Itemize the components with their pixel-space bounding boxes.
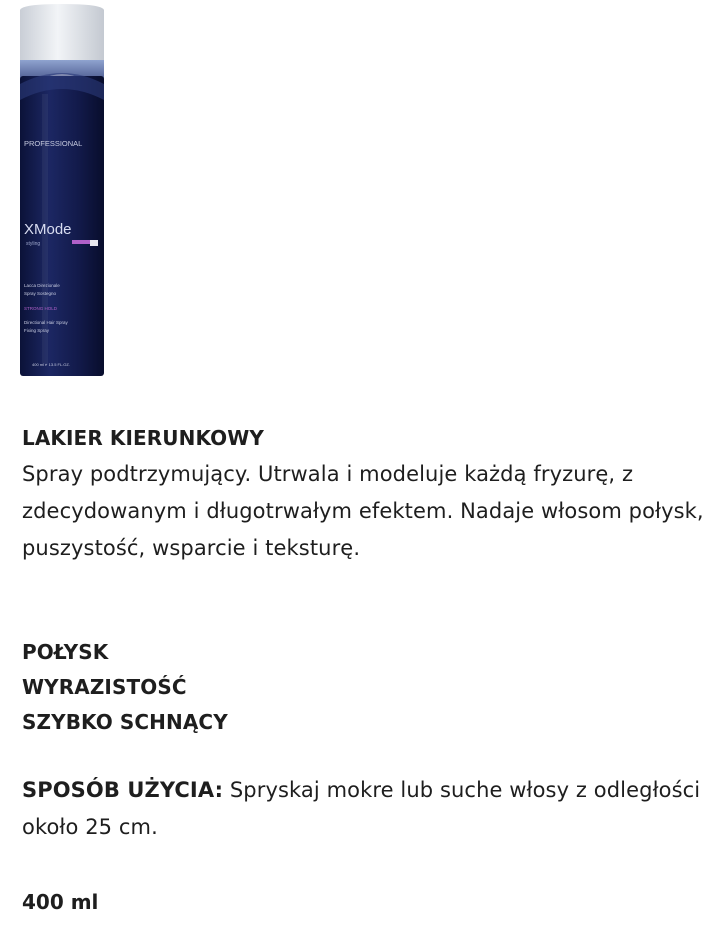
can-label-line-2: Spray Sostegno (24, 291, 57, 296)
feature-item: POŁYSK (22, 640, 109, 664)
can-label-line-1: Lacca Direzionale (24, 283, 60, 288)
product-description-section (22, 424, 712, 916)
can-accent-block (90, 240, 98, 246)
usage-label: SPOSÓB UŻYCIA: (22, 778, 224, 802)
feature-list (22, 635, 712, 740)
product-description: Spray podtrzymujący. Utrwala i modeluje każdą fryzurę, z zdecydowanym i długotrwałym efektem. Nadaje włosom połysk, puszystość, wsparcie i teksturę. (22, 462, 704, 560)
can-product-sub: styling (26, 241, 41, 247)
hairspray-can-image (12, 4, 112, 380)
can-brand-line: PROFESSIONAL (24, 139, 83, 148)
product-volume: 400 ml (22, 890, 99, 914)
can-product-name: XMode (24, 221, 72, 238)
can-volume-small: 400 ml ℮ 13.5 FL.OZ. (32, 362, 70, 367)
usage-instructions (22, 772, 712, 846)
product-image (12, 4, 112, 380)
can-label-line-4: Directional Hair Spray (24, 320, 68, 325)
feature-item: SZYBKO SCHNĄCY (22, 710, 228, 734)
can-label-line-5: Fixing Spray (24, 328, 50, 333)
can-label-line-3: STRONG HOLD (24, 306, 58, 311)
usage-text: Spryskaj mokre lub suche włosy z odległości około 25 cm. (22, 778, 701, 839)
feature-item: WYRAZISTOŚĆ (22, 675, 187, 699)
product-title: LAKIER KIERUNKOWY (22, 426, 265, 450)
